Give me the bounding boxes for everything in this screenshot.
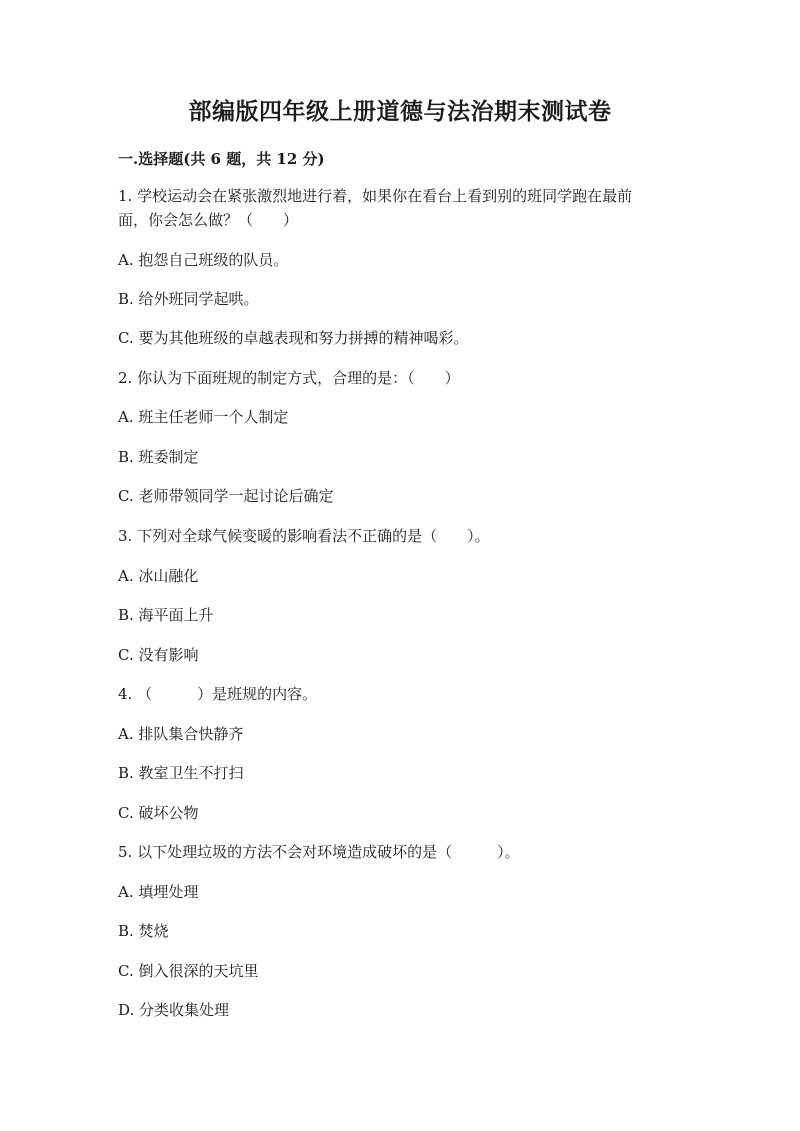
question-2-option-b: B. 班委制定 [118,448,199,466]
question-3-stem: 3. 下列对全球气候变暖的影响看法不正确的是（ ）。 [118,527,490,545]
question-3-option-b: B. 海平面上升 [118,606,214,624]
question-1-option-a: A. 抱怨自己班级的队员。 [118,251,289,269]
question-1-stem-line-2: 面，你会怎么做？（ ） [118,211,299,229]
question-4-option-a: A. 排队集合快静齐 [118,725,244,743]
question-1-option-c: C. 要为其他班级的卓越表现和努力拼搏的精神喝彩。 [118,329,469,347]
question-5-option-d: D. 分类收集处理 [118,1001,230,1019]
question-4-option-c: C. 破坏公物 [118,804,199,822]
question-3-option-a: A. 冰山融化 [118,567,199,585]
question-1-stem-line-1: 1. 学校运动会在紧张激烈地进行着，如果你在看台上看到别的班同学跑在最前 [118,187,633,205]
section-heading: 一.选择题(共 6 题，共 12 分) [118,150,325,168]
question-1-option-b: B. 给外班同学起哄。 [118,290,259,308]
question-2-stem: 2. 你认为下面班规的制定方式，合理的是：（ ） [118,369,460,387]
question-3-option-c: C. 没有影响 [118,646,199,664]
question-4-option-b: B. 教室卫生不打扫 [118,764,244,782]
question-5-stem: 5. 以下处理垃圾的方法不会对环境造成破坏的是（ ）。 [118,843,520,861]
question-4-stem: 4. （ ）是班规的内容。 [118,685,318,703]
question-5-option-a: A. 填埋处理 [118,883,199,901]
question-2-option-a: A. 班主任老师一个人制定 [118,408,289,426]
page-title: 部编版四年级上册道德与法治期末测试卷 [188,98,612,125]
question-2-option-c: C. 老师带领同学一起讨论后确定 [118,487,334,505]
question-5-option-c: C. 倒入很深的天坑里 [118,962,259,980]
question-5-option-b: B. 焚烧 [118,922,169,940]
